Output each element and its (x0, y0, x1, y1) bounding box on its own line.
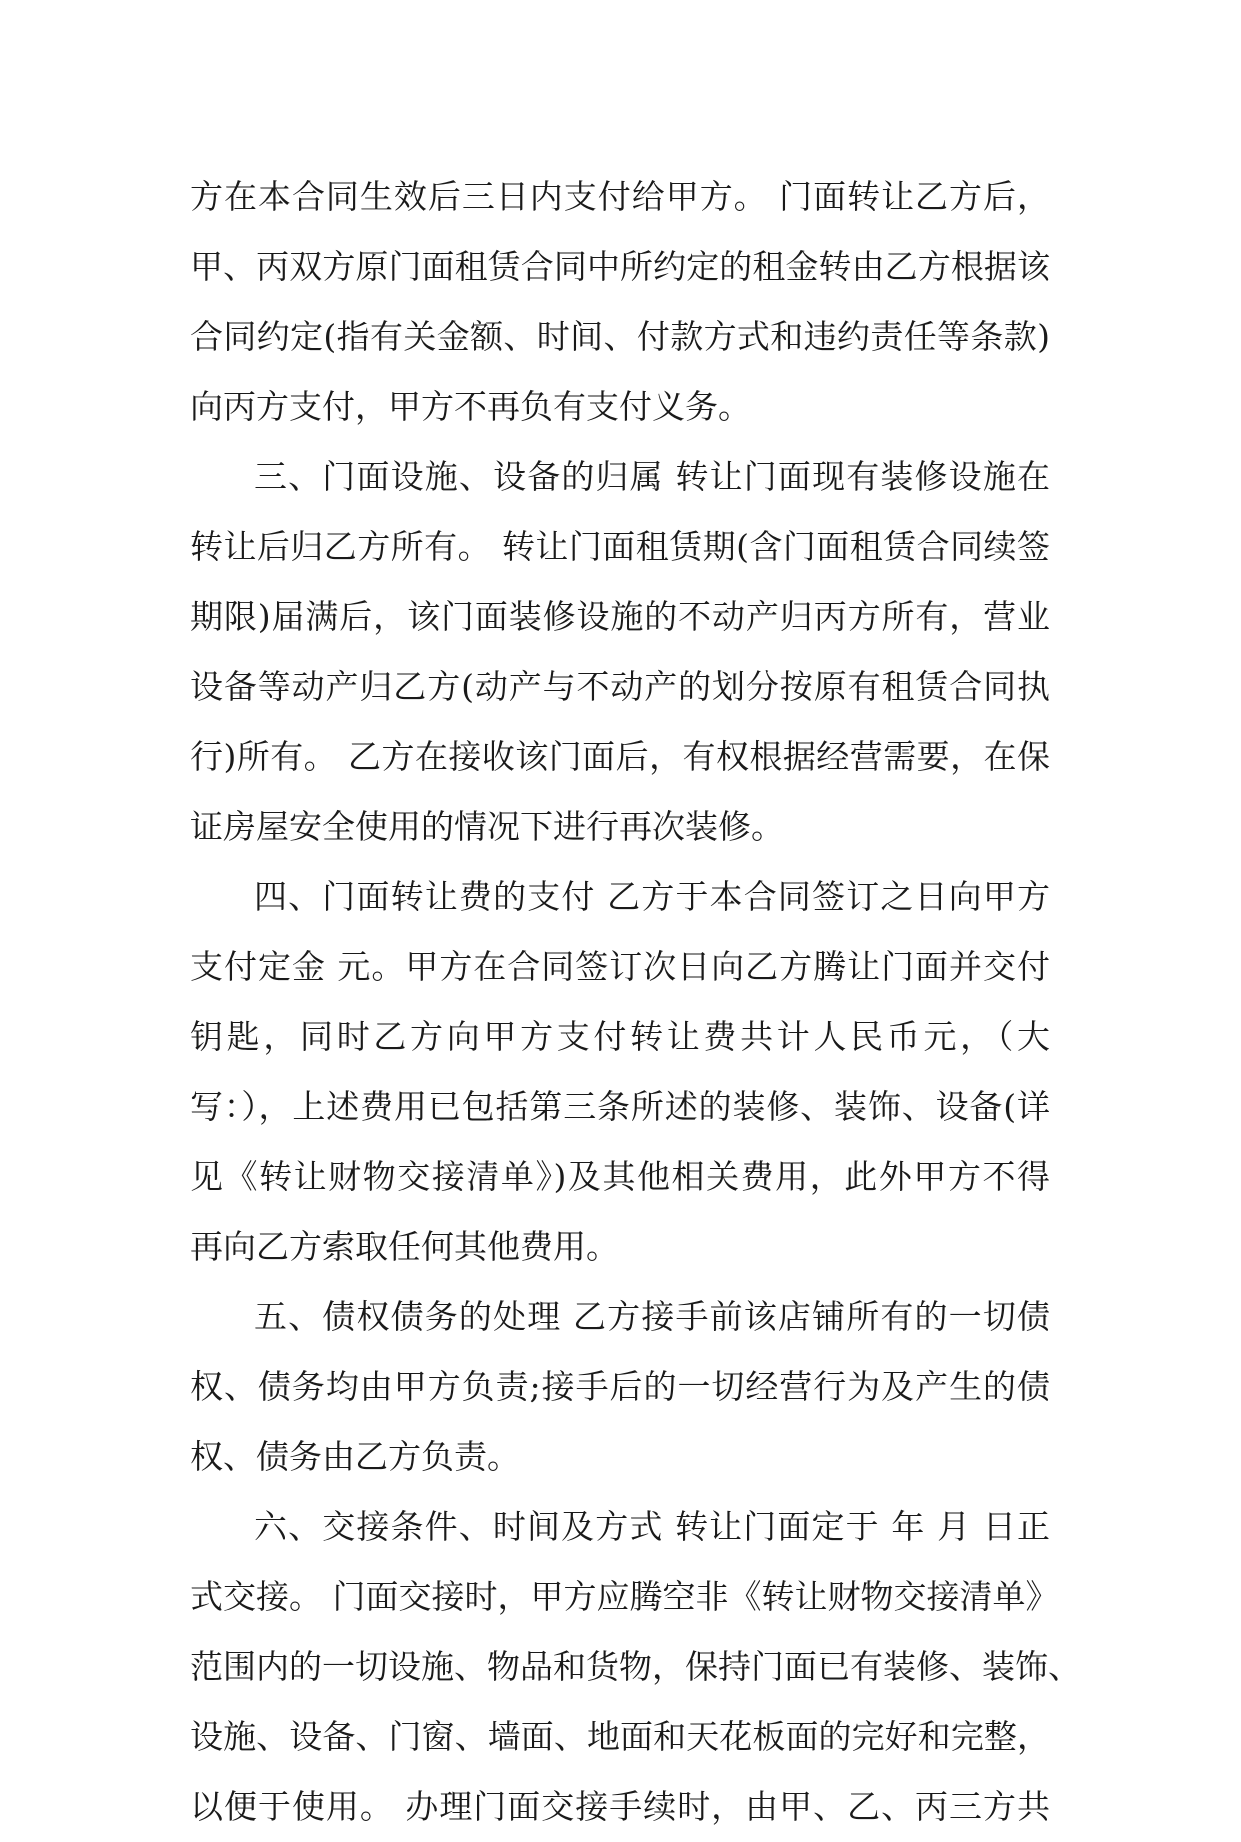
text-line: 期限)届满后，该门面装修设施的不动产归丙方所有，营业 (190, 597, 1050, 636)
text-line: 设施、设备、门窗、墙面、地面和天花板面的完好和完整， (190, 1717, 1050, 1756)
text-line: 权、债务均由甲方负责;接手后的一切经营行为及产生的债 (190, 1367, 1050, 1406)
text-line: 范围内的一切设施、物品和货物，保持门面已有装修、装饰、 (190, 1647, 1081, 1686)
section-4-heading-line: 四、门面转让费的支付 乙方于本合同签订之日向甲方 (254, 877, 1050, 916)
text-line: 向丙方支付，甲方不再负有支付义务。 (190, 387, 751, 426)
text-line: 转让后归乙方所有。 转让门面租赁期(含门面租赁合同续签 (190, 527, 1050, 566)
text-line: 证房屋安全使用的情况下进行再次装修。 (190, 807, 784, 846)
section-5-heading-line: 五、债权债务的处理 乙方接手前该店铺所有的一切债 (254, 1297, 1050, 1336)
text-line: 行)所有。 乙方在接收该门面后，有权根据经营需要，在保 (190, 737, 1050, 776)
text-line: 见《转让财物交接清单》)及其他相关费用，此外甲方不得 (190, 1157, 1050, 1196)
text-line: 以便于使用。 办理门面交接手续时，由甲、乙、丙三方共 (190, 1787, 1050, 1826)
text-line: 钥匙，同时乙方向甲方支付转让费共计人民币元，（大 (190, 1017, 1050, 1056)
text-line: 式交接。 门面交接时，甲方应腾空非《转让财物交接清单》 (190, 1577, 1059, 1616)
text-line: 写：），上述费用已包括第三条所述的装修、装饰、设备(详 (190, 1087, 1050, 1126)
section-6-heading-line: 六、交接条件、时间及方式 转让门面定于 年 月 日正 (254, 1507, 1050, 1546)
text-line: 设备等动产归乙方(动产与不动产的划分按原有租赁合同执 (190, 667, 1050, 706)
text-line: 支付定金 元。甲方在合同签订次日向乙方腾让门面并交付 (190, 947, 1050, 986)
text-line: 甲、丙双方原门面租赁合同中所约定的租金转由乙方根据该 (190, 247, 1050, 286)
contract-text (190, 162, 1081, 1842)
text-line: 方在本合同生效后三日内支付给甲方。 门面转让乙方后， (190, 177, 1050, 216)
section-3-heading-line: 三、门面设施、设备的归属 转让门面现有装修设施在 (254, 457, 1050, 496)
text-line: 权、债务由乙方负责。 (190, 1437, 520, 1476)
text-line: 再向乙方索取任何其他费用。 (190, 1227, 619, 1266)
text-line: 合同约定(指有关金额、时间、付款方式和违约责任等条款) (190, 317, 1050, 356)
